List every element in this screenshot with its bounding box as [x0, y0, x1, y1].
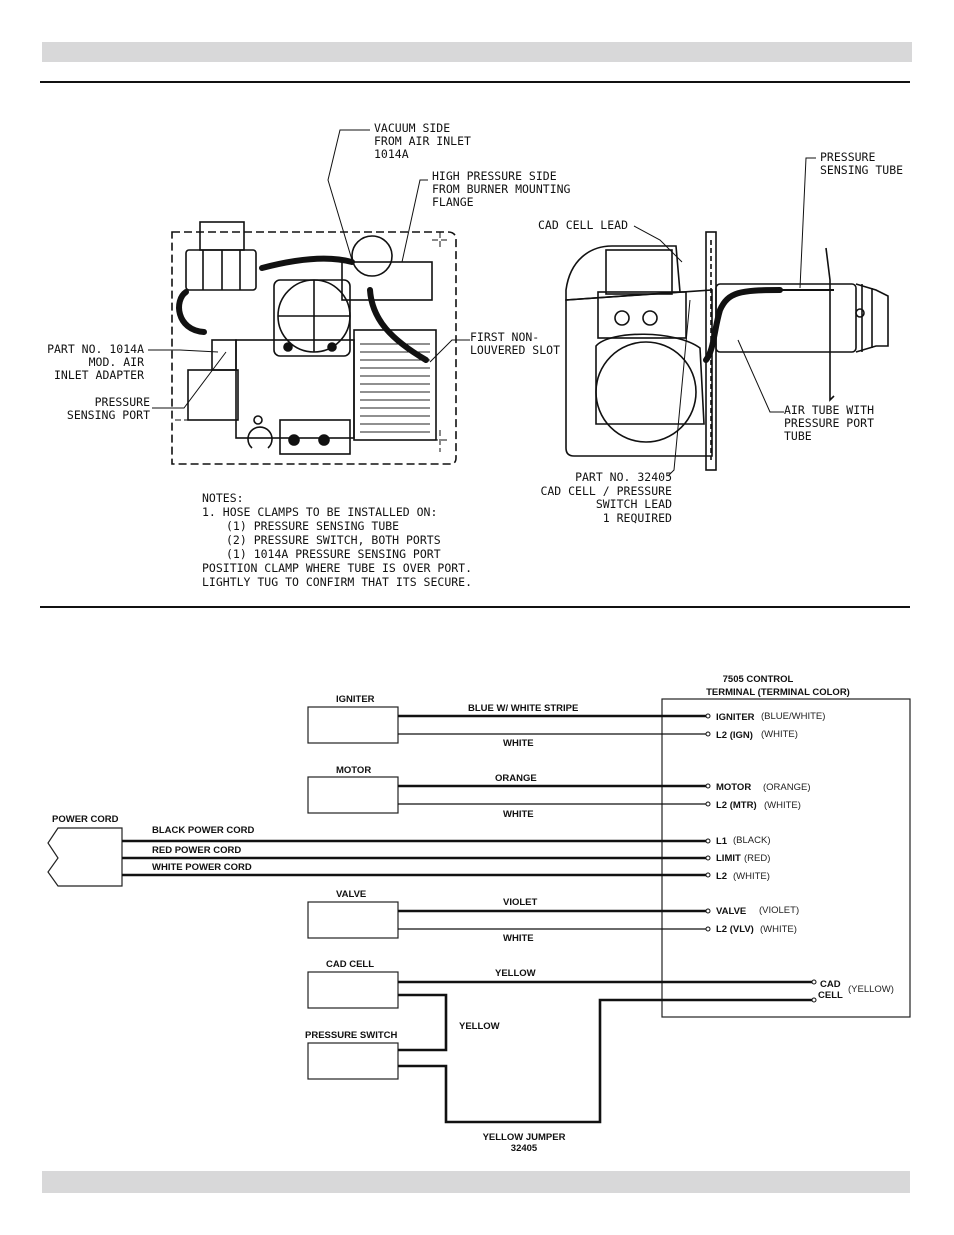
svg-text:(BLUE/WHITE): (BLUE/WHITE) [761, 711, 826, 722]
pressure-tubing-left [179, 259, 426, 360]
svg-text:POSITION CLAMP WHERE TUBE IS O: POSITION CLAMP WHERE TUBE IS OVER PORT. [202, 561, 473, 575]
svg-text:(WHITE): (WHITE) [761, 729, 798, 740]
wire-label-red-power: RED POWER CORD [152, 845, 242, 856]
svg-text:FROM BURNER MOUNTING: FROM BURNER MOUNTING [432, 182, 571, 196]
svg-text:PRESSURE PORT: PRESSURE PORT [784, 416, 875, 430]
callout-first-non-louvered-slot [470, 330, 560, 357]
svg-text:(WHITE): (WHITE) [733, 871, 770, 882]
control-title: 7505 CONTROL [722, 674, 794, 685]
igniter-label: IGNITER [336, 694, 375, 705]
motor-label: MOTOR [336, 765, 372, 776]
callout-high-pressure-side [432, 169, 571, 209]
svg-text:(RED): (RED) [744, 853, 771, 864]
svg-text:(YELLOW): (YELLOW) [848, 984, 894, 995]
terminal-labels [716, 711, 894, 1001]
svg-text:CAD: CAD [820, 979, 841, 990]
control-7505-box [662, 699, 910, 1017]
wire-label-black-power: BLACK POWER CORD [152, 825, 255, 836]
igniter-box [308, 707, 398, 743]
yellow-wires [398, 982, 812, 1122]
white-wires [398, 734, 706, 929]
svg-text:PRESSURE: PRESSURE [94, 395, 150, 409]
control-subtitle: TERMINAL (TERMINAL COLOR) [706, 687, 850, 698]
svg-text:CELL: CELL [818, 990, 843, 1001]
svg-text:(WHITE): (WHITE) [764, 800, 801, 811]
callout-pressure-sensing-port [67, 395, 150, 422]
svg-text:VALVE: VALVE [716, 906, 747, 917]
cad-cell-label: CAD CELL [326, 959, 375, 970]
callout-part-1014a [47, 342, 144, 382]
callout-pressure-sensing-tube [820, 150, 903, 177]
svg-text:(2) PRESSURE SWITCH, BOTH PORT: (2) PRESSURE SWITCH, BOTH PORTS [226, 533, 441, 547]
power-cord-label: POWER CORD [52, 814, 119, 825]
svg-text:1 REQUIRED: 1 REQUIRED [602, 511, 672, 525]
valve-label: VALVE [336, 889, 367, 900]
wire-label-white-ign: WHITE [503, 738, 534, 749]
svg-text:(BLACK): (BLACK) [733, 835, 771, 846]
callout-part-32405 [540, 470, 672, 525]
svg-text:FIRST NON-: FIRST NON- [470, 330, 540, 344]
svg-text:MOD. AIR: MOD. AIR [88, 355, 144, 369]
svg-text:(VIOLET): (VIOLET) [759, 905, 800, 916]
installation-notes [202, 491, 472, 589]
svg-text:SWITCH LEAD: SWITCH LEAD [595, 497, 672, 511]
svg-text:HIGH PRESSURE SIDE: HIGH PRESSURE SIDE [432, 169, 557, 183]
wire-label-white-vlv: WHITE [503, 933, 534, 944]
svg-text:PART NO. 1014A: PART NO. 1014A [47, 342, 144, 356]
svg-text:L1: L1 [716, 836, 728, 847]
svg-text:(1) 1014A PRESSURE SENSING POR: (1) 1014A PRESSURE SENSING PORT [226, 547, 441, 561]
svg-text:VACUUM SIDE: VACUUM SIDE [374, 121, 451, 135]
motor-box [308, 777, 398, 813]
svg-text:L2 (VLV): L2 (VLV) [716, 924, 754, 935]
svg-text:LIMIT: LIMIT [716, 853, 741, 864]
callout-cad-cell-lead: CAD CELL LEAD [538, 218, 629, 232]
svg-text:IGNITER: IGNITER [716, 712, 755, 723]
cad-cell-box [308, 972, 398, 1008]
wire-label-yellow-cad: YELLOW [495, 968, 536, 979]
svg-text:NOTES:: NOTES: [202, 491, 244, 505]
svg-text:LOUVERED SLOT: LOUVERED SLOT [470, 343, 561, 357]
valve-box [308, 902, 398, 938]
terminal-ends [706, 714, 816, 1002]
svg-text:1. HOSE CLAMPS TO BE INSTALLED: 1. HOSE CLAMPS TO BE INSTALLED ON: [202, 505, 438, 519]
svg-text:(1) PRESSURE SENSING TUBE: (1) PRESSURE SENSING TUBE [226, 519, 400, 533]
svg-text:L2 (MTR): L2 (MTR) [716, 800, 757, 811]
colored-wires [122, 716, 706, 911]
callout-vacuum-side [374, 121, 471, 161]
wire-label-violet: VIOLET [503, 897, 538, 908]
svg-text:LIGHTLY TUG TO CONFIRM THAT IT: LIGHTLY TUG TO CONFIRM THAT ITS SECURE. [202, 575, 473, 589]
footer-bar [42, 1171, 910, 1193]
power-cord-plug [48, 828, 122, 886]
burner-installation-diagram [0, 0, 954, 610]
svg-text:CAD CELL / PRESSURE: CAD CELL / PRESSURE [540, 484, 672, 498]
wire-label-jumper: YELLOW JUMPER [482, 1132, 566, 1143]
pressure-tubing-right [706, 290, 780, 360]
svg-text:PRESSURE: PRESSURE [820, 150, 876, 164]
svg-text:SENSING PORT: SENSING PORT [66, 408, 150, 422]
svg-text:INLET ADAPTER: INLET ADAPTER [53, 368, 144, 382]
svg-text:TUBE: TUBE [784, 429, 812, 443]
pressure-switch-box [308, 1043, 398, 1079]
wire-label-orange: ORANGE [495, 773, 537, 784]
svg-text:(ORANGE): (ORANGE) [763, 782, 811, 793]
pressure-switch-label: PRESSURE SWITCH [305, 1030, 398, 1041]
svg-text:(WHITE): (WHITE) [760, 924, 797, 935]
svg-text:AIR TUBE WITH: AIR TUBE WITH [784, 403, 875, 417]
svg-text:MOTOR: MOTOR [716, 782, 752, 793]
svg-text:L2: L2 [716, 871, 728, 882]
callout-air-tube [784, 403, 874, 443]
svg-text:FLANGE: FLANGE [432, 195, 474, 209]
svg-text:PART NO. 32405: PART NO. 32405 [575, 470, 672, 484]
svg-text:L2 (IGN): L2 (IGN) [716, 730, 753, 741]
wire-label-white-mtr: WHITE [503, 809, 534, 820]
svg-text:1014A: 1014A [374, 147, 409, 161]
wire-label-yellow-ps: YELLOW [459, 1021, 500, 1032]
center-marks [175, 232, 448, 452]
svg-text:SENSING TUBE: SENSING TUBE [820, 163, 904, 177]
wire-label-jumper-part: 32405 [510, 1143, 538, 1154]
burner-side-view [566, 232, 888, 470]
svg-text:FROM AIR INLET: FROM AIR INLET [374, 134, 471, 148]
wire-label-blue-white: BLUE W/ WHITE STRIPE [468, 703, 579, 714]
wire-label-white-power: WHITE POWER CORD [152, 862, 252, 873]
